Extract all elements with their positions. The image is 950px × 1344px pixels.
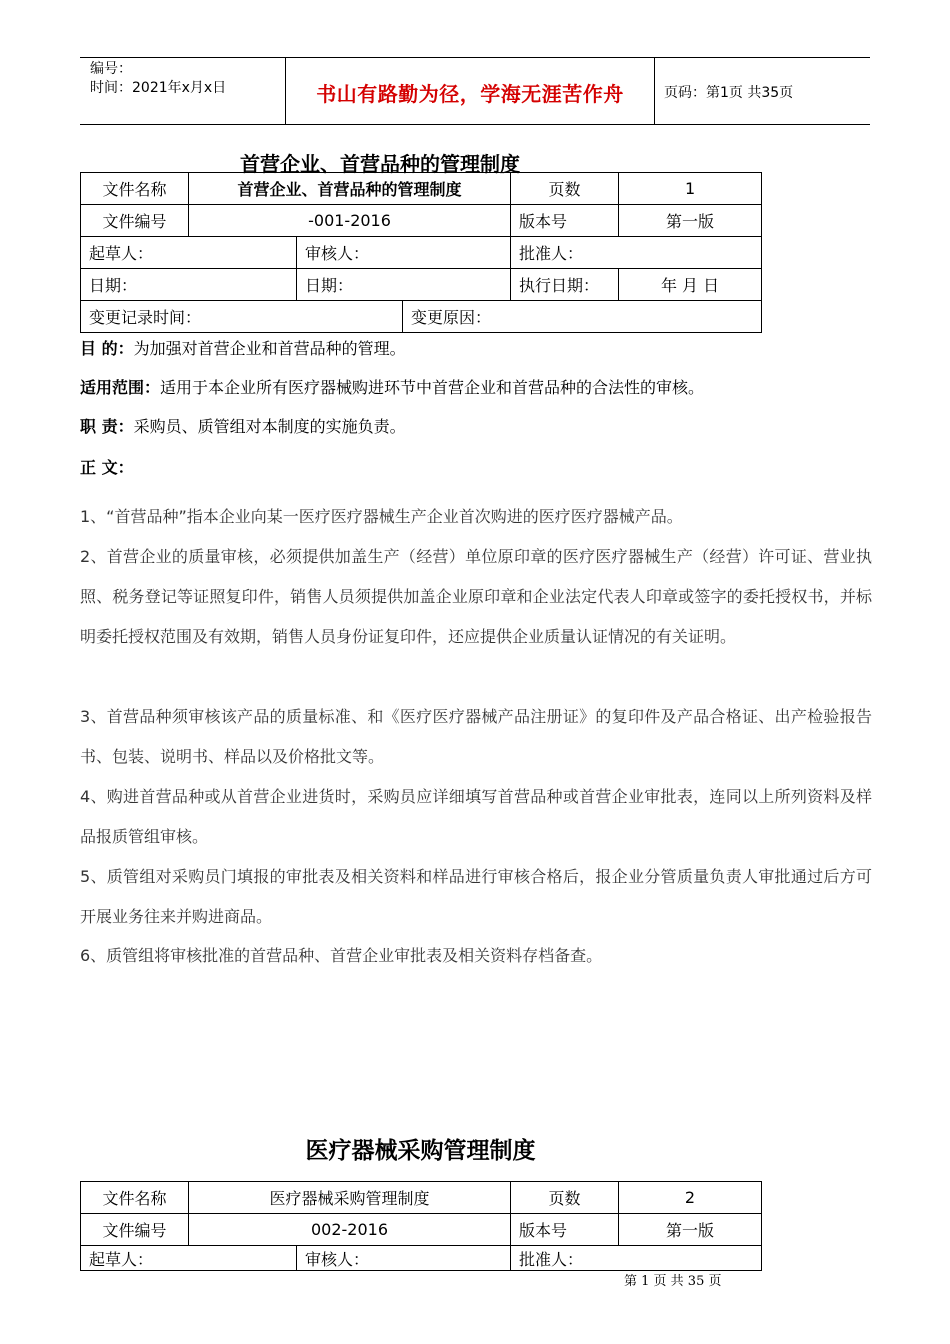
version-label: 版本号 xyxy=(511,205,619,237)
paragraph-1: 1、“首营品种”指本企业向某一医疗医疗器械生产企业首次购进的医疗医疗器械产品。 xyxy=(80,507,683,526)
paragraph-4: 4、购进首营品种或从首营企业进货时，采购员应详细填写首营品种或首营企业审批表，连同以上所列资料及样品报质管组审核。 xyxy=(80,787,872,846)
table-row xyxy=(81,1214,762,1246)
header-meta xyxy=(90,60,226,98)
reviewer-label: 审核人： xyxy=(297,237,511,269)
version-label: 版本号 xyxy=(511,1214,619,1246)
paragraph-2: 2、首营企业的质量审核，必须提供加盖生产（经营）单位原印章的医疗医疗器械生产（经营）许可证、营业执照、税务登记等证照复印件，销售人员须提供加盖企业原印章和企业法定代表人印章或签字的委托授权书，并标明委托授权范围及有效期，销售人员身份证复印件，还应提供企业质量认证情况的有关证明。 xyxy=(80,547,872,646)
doc2-info-table xyxy=(80,1181,762,1271)
scope-line xyxy=(80,377,704,399)
purpose-text: 为加强对首营企业和首营品种的管理。 xyxy=(133,339,406,358)
reviewer-label: 审核人： xyxy=(297,1246,511,1271)
change-time-label: 变更记录时间： xyxy=(81,301,403,333)
paragraph-3: 3、首营品种须审核该产品的质量标准、和《医疗医疗器械产品注册证》的复印件及产品合格证、出产检验报告书、包装、说明书、样品以及价格批文等。 xyxy=(80,707,872,766)
paragraph-6: 6、质管组将审核批准的首营品种、首营企业审批表及相关资料存档备查。 xyxy=(80,946,603,965)
version-value: 第一版 xyxy=(619,205,762,237)
file-name-label: 文件名称 xyxy=(81,1182,189,1214)
approver-label: 批准人： xyxy=(511,237,762,269)
duty-line xyxy=(80,416,406,438)
scope-text: 适用于本企业所有医疗器械购进环节中首营企业和首营品种的合法性的审核。 xyxy=(160,378,705,397)
page-footer: 第 1 页 共 35 页 xyxy=(624,1274,722,1289)
header-motto: 书山有路勤为径，学海无涯苦作舟 xyxy=(316,82,624,106)
drafter-label: 起草人： xyxy=(81,237,297,269)
doc2-title: 医疗器械采购管理制度 xyxy=(305,1138,536,1164)
file-name-value: 首营企业、首营品种的管理制度 xyxy=(189,173,511,205)
duty-label: 职 责： xyxy=(80,417,134,436)
number-label: 编号： xyxy=(90,61,132,77)
purpose-line xyxy=(80,338,406,360)
file-code-label: 文件编号 xyxy=(81,205,189,237)
doc1-info-table xyxy=(80,172,762,333)
time-line: 时间：2021年x月x日 xyxy=(90,80,227,96)
paragraph-5: 5、质管组对采购员门填报的审批表及相关资料和样品进行审核合格后，报企业分管质量负责人审批通过后方可开展业务往来并购进商品。 xyxy=(80,867,872,926)
table-row xyxy=(81,1246,762,1271)
version-value: 第一版 xyxy=(619,1214,762,1246)
exec-date-value: 年 月 日 xyxy=(619,269,762,301)
drafter-label: 起草人： xyxy=(81,1246,297,1271)
change-reason-label: 变更原因： xyxy=(403,301,762,333)
header-top-rule xyxy=(80,57,870,58)
approver-label: 批准人： xyxy=(511,1246,762,1271)
table-row xyxy=(81,269,762,301)
table-row xyxy=(81,205,762,237)
exec-date-label: 执行日期： xyxy=(511,269,619,301)
file-name-label: 文件名称 xyxy=(81,173,189,205)
file-code-label: 文件编号 xyxy=(81,1214,189,1246)
date-label-1: 日期： xyxy=(81,269,297,301)
table-row xyxy=(81,173,762,205)
duty-text: 采购员、质管组对本制度的实施负责。 xyxy=(133,417,406,436)
date-label-2: 日期： xyxy=(297,269,511,301)
doc1-title: 首营企业、首营品种的管理制度 xyxy=(240,152,520,176)
header-page-code: 页码：第1页 共35页 xyxy=(664,85,794,101)
file-code-value: 002-2016 xyxy=(189,1214,511,1246)
scope-label: 适用范围： xyxy=(80,378,161,397)
table-row xyxy=(81,237,762,269)
purpose-label: 目 的： xyxy=(80,339,134,358)
file-code-value: -001-2016 xyxy=(189,205,511,237)
pages-value: 1 xyxy=(619,173,762,205)
body-heading xyxy=(80,457,134,479)
pages-label: 页数 xyxy=(511,173,619,205)
file-name-value: 医疗器械采购管理制度 xyxy=(189,1182,511,1214)
header-bottom-rule xyxy=(80,124,870,125)
table-row xyxy=(81,1182,762,1214)
body-label: 正 文： xyxy=(80,458,134,477)
pages-label: 页数 xyxy=(511,1182,619,1214)
table-row xyxy=(81,301,762,333)
header-divider-right xyxy=(654,57,655,124)
pages-value: 2 xyxy=(619,1182,762,1214)
